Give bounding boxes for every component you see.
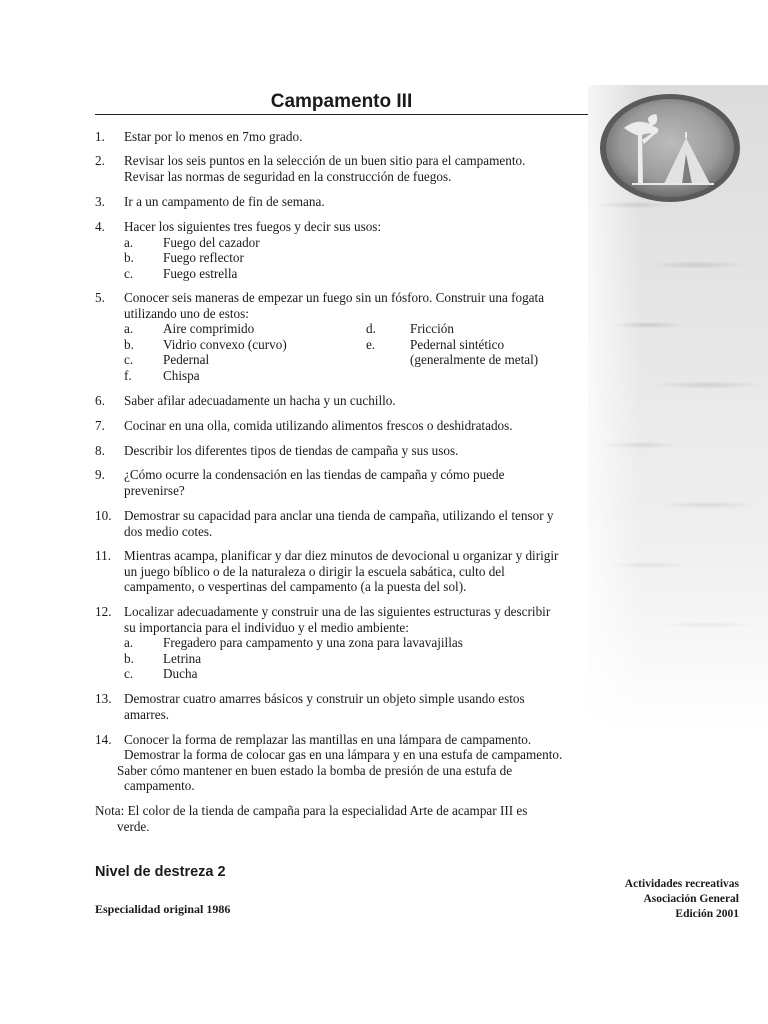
list-item-number: 8. bbox=[95, 443, 105, 458]
sub-item-text: Fuego estrella bbox=[163, 266, 238, 281]
page-title: Campamento III bbox=[270, 91, 413, 112]
sub-item-letter: a. bbox=[124, 635, 134, 650]
list-item-text: Localizar adecuadamente y construir una de las siguientes estructuras y describir bbox=[124, 604, 551, 619]
sub-item-letter: f. bbox=[124, 368, 132, 383]
list-item-text: Conocer la forma de remplazar las mantillas en una lámpara de campamento. bbox=[124, 732, 532, 747]
list-item-text: campamento. bbox=[124, 778, 195, 793]
sub-item-text: Fricción bbox=[410, 321, 454, 336]
note-text: Nota: El color de la tienda de campaña para la especialidad Arte de acampar III es bbox=[95, 803, 528, 818]
sub-item-text: Fuego reflector bbox=[163, 250, 244, 265]
sub-item-text: Pedernal bbox=[163, 352, 210, 367]
skill-level-heading: Nivel de destreza 2 bbox=[95, 864, 226, 880]
title-divider bbox=[95, 114, 588, 115]
footer-line: Edición 2001 bbox=[675, 908, 739, 920]
list-item-text: Revisar los seis puntos en la selección de un buen sitio para el campamento. bbox=[124, 153, 526, 168]
list-item-text: utilizando uno de estos: bbox=[124, 306, 249, 321]
publisher-footer bbox=[625, 877, 739, 922]
camping-badge-icon bbox=[598, 92, 742, 204]
sub-item-text: Ducha bbox=[163, 666, 198, 681]
list-item-text: Saber afilar adecuadamente un hacha y un cuchillo. bbox=[124, 393, 396, 408]
list-item-text: prevenirse? bbox=[124, 483, 185, 498]
sub-item-letter: a. bbox=[124, 321, 134, 336]
list-item-text: ¿Cómo ocurre la condensación en las tiendas de campaña y cómo puede bbox=[124, 467, 505, 482]
sub-item-text: (generalmente de metal) bbox=[410, 352, 539, 367]
list-item-number: 4. bbox=[95, 219, 105, 234]
list-item-text: Estar por lo menos en 7mo grado. bbox=[124, 129, 303, 144]
sub-item-letter: d. bbox=[366, 321, 376, 336]
list-item-text: campamento, o vespertinas del campamento (a la puesta del sol). bbox=[124, 579, 467, 594]
sub-item-text: Fuego del cazador bbox=[163, 235, 260, 250]
list-item-number: 12. bbox=[95, 604, 112, 619]
list-item-number: 3. bbox=[95, 194, 105, 209]
list-item-number: 5. bbox=[95, 290, 105, 305]
list-item-text: Conocer seis maneras de empezar un fuego sin un fósforo. Construir una fogata bbox=[124, 290, 545, 305]
list-item-text: Hacer los siguientes tres fuegos y decir sus usos: bbox=[124, 219, 382, 234]
sub-item-letter: c. bbox=[124, 352, 134, 367]
list-item-text: Revisar las normas de seguridad en la construcción de fuegos. bbox=[124, 169, 452, 184]
list-item-text: dos medio cotes. bbox=[124, 524, 213, 539]
sub-item-text: Aire comprimido bbox=[163, 321, 255, 336]
list-item-text: un juego bíblico o de la naturaleza o dirigir la escuela sabática, culto del bbox=[124, 564, 505, 579]
list-item-text: Demostrar su capacidad para anclar una tienda de campaña, utilizando el tensor y bbox=[124, 508, 554, 523]
list-item-text: Cocinar en una olla, comida utilizando alimentos frescos o deshidratados. bbox=[124, 418, 513, 433]
list-item-number: 11. bbox=[95, 548, 111, 563]
list-item-text: Mientras acampa, planificar y dar diez minutos de devocional u organizar y dirigir bbox=[124, 548, 559, 563]
list-item-text: Describir los diferentes tipos de tiendas de campaña y sus usos. bbox=[124, 443, 459, 458]
sub-item-letter: c. bbox=[124, 266, 134, 281]
list-item-text: amarres. bbox=[124, 707, 170, 722]
list-item-number: 2. bbox=[95, 153, 105, 168]
sub-item-text: Vidrio convexo (curvo) bbox=[163, 337, 287, 352]
list-item-number: 10. bbox=[95, 508, 112, 523]
list-item-text: Ir a un campamento de fin de semana. bbox=[124, 194, 325, 209]
list-item-text: su importancia para el individuo y el medio ambiente: bbox=[124, 620, 409, 635]
sub-item-text: Pedernal sintético bbox=[410, 337, 505, 352]
original-specialty-year: Especialidad original 1986 bbox=[95, 902, 231, 916]
list-item-text: Demostrar cuatro amarres básicos y construir un objeto simple usando estos bbox=[124, 691, 525, 706]
sub-item-letter: a. bbox=[124, 235, 134, 250]
sub-item-letter: b. bbox=[124, 651, 134, 666]
sub-item-letter: c. bbox=[124, 666, 134, 681]
sub-item-text: Fregadero para campamento y una zona para lavavajillas bbox=[163, 635, 463, 650]
sub-item-text: Letrina bbox=[163, 651, 202, 666]
list-item-number: 14. bbox=[95, 732, 112, 747]
list-item-number: 6. bbox=[95, 393, 105, 408]
list-item-text: Saber cómo mantener en buen estado la bomba de presión de una estufa de bbox=[117, 763, 513, 778]
sub-item-letter: b. bbox=[124, 337, 134, 352]
list-item-number: 7. bbox=[95, 418, 105, 433]
list-item-number: 9. bbox=[95, 467, 105, 482]
list-item-number: 13. bbox=[95, 691, 112, 706]
sub-item-letter: e. bbox=[366, 337, 376, 352]
list-item-number: 1. bbox=[95, 129, 105, 144]
footer-line: Asociación General bbox=[643, 893, 739, 905]
note-text: verde. bbox=[117, 819, 150, 834]
footer-line: Actividades recreativas bbox=[624, 878, 739, 890]
sub-item-text: Chispa bbox=[163, 368, 200, 383]
sub-item-letter: b. bbox=[124, 250, 134, 265]
list-item-text: Demostrar la forma de colocar gas en una lámpara y en una estufa de campamento. bbox=[124, 747, 563, 762]
